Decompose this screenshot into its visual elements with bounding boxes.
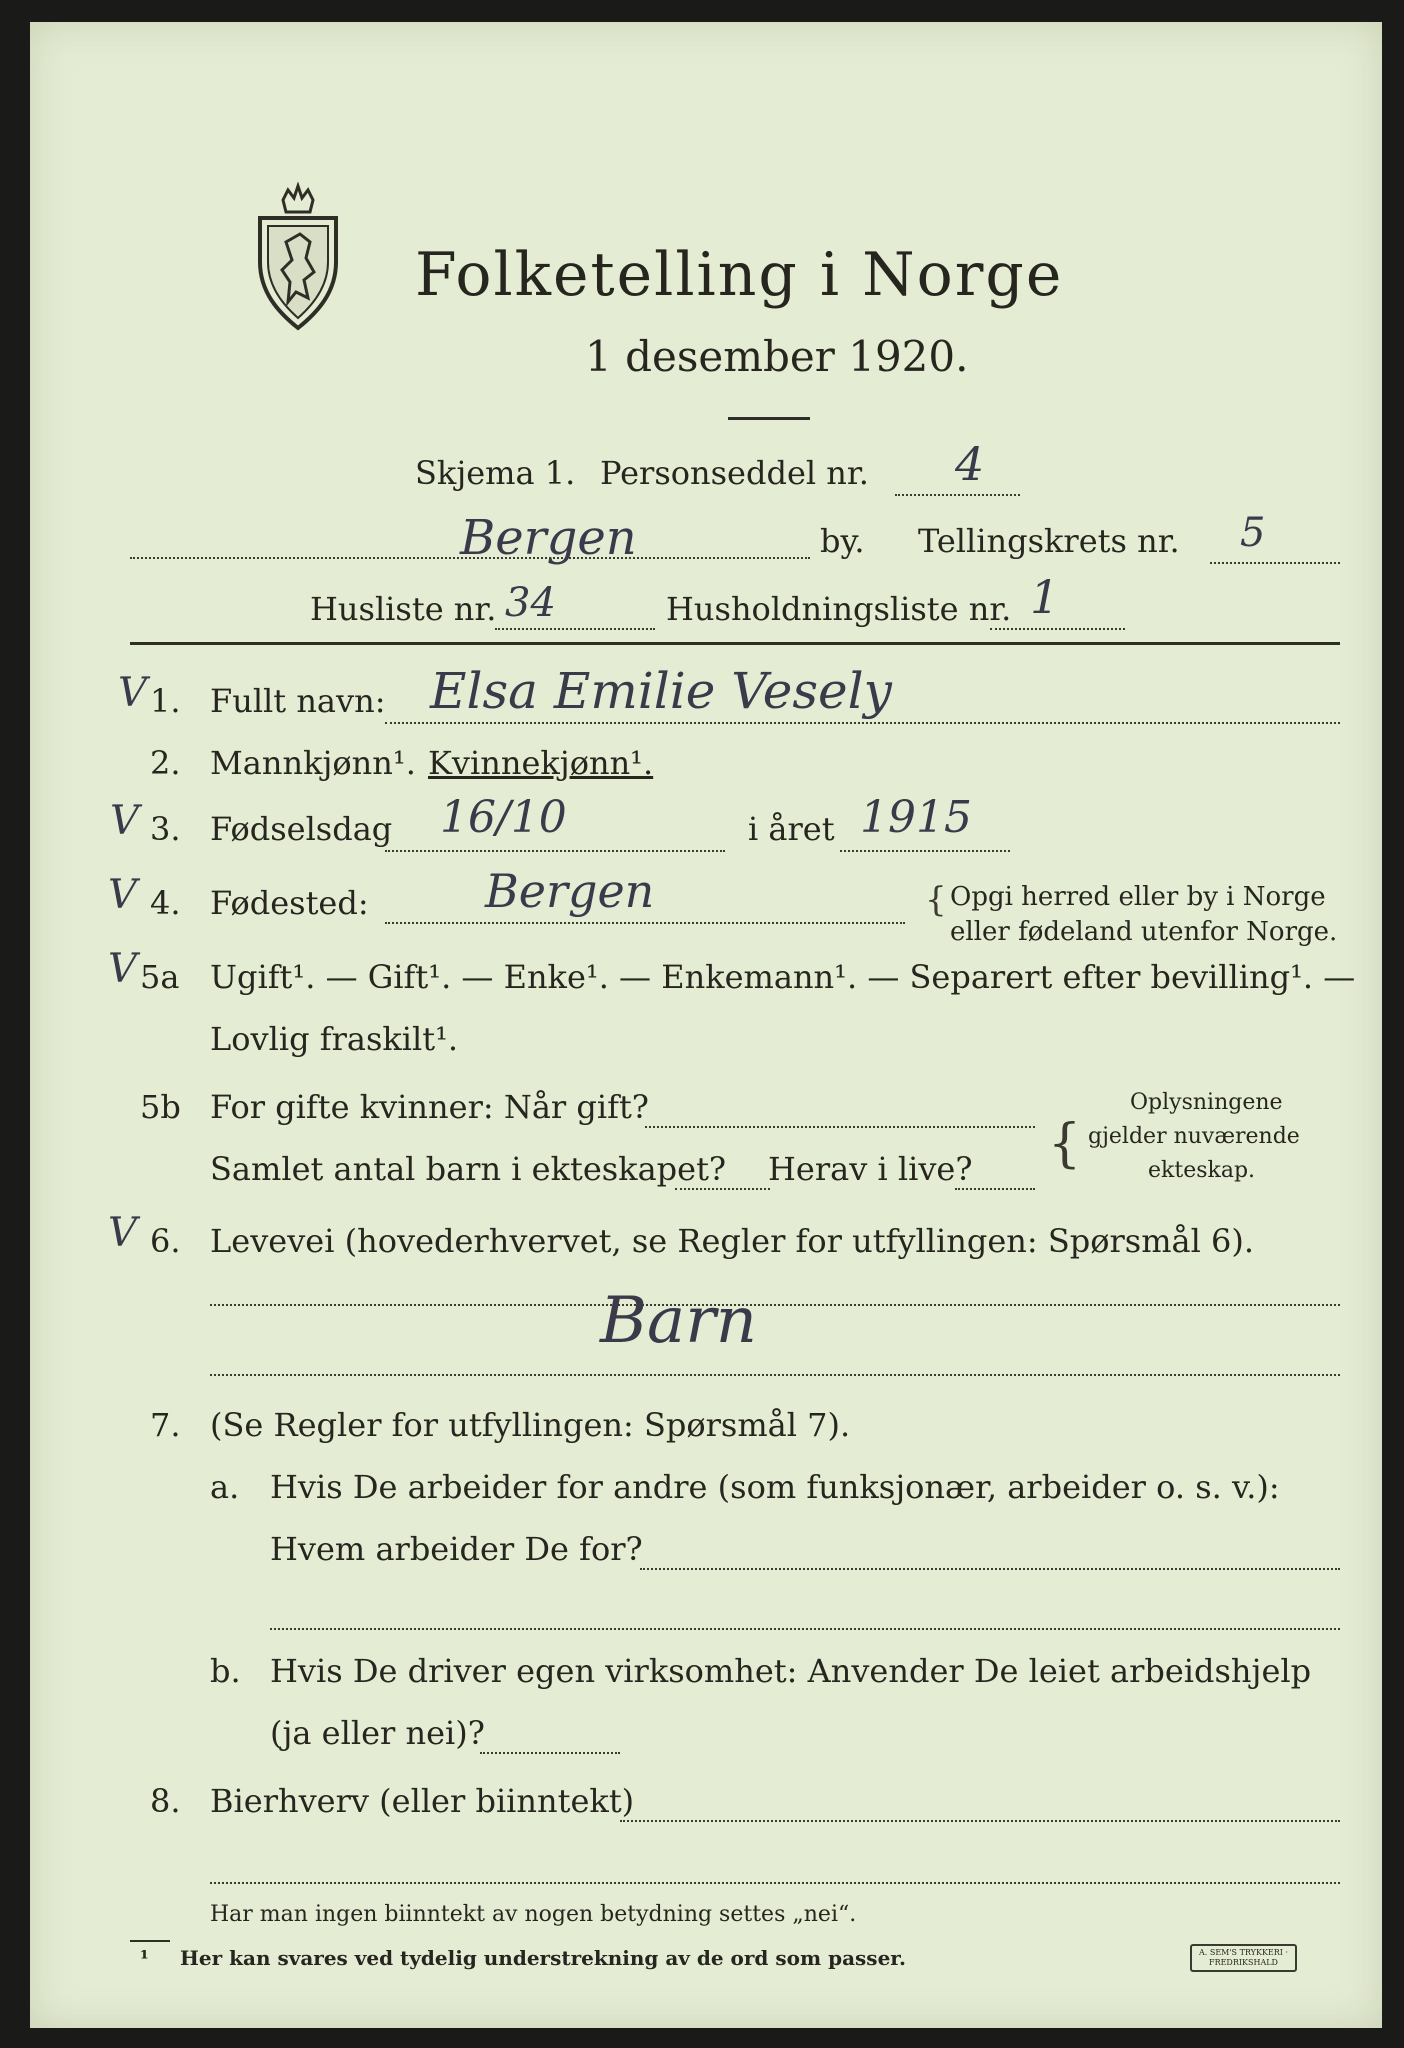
q3-year-line	[840, 850, 1010, 852]
q1-line	[385, 722, 1340, 724]
tellingskrets-value: 5	[1240, 510, 1266, 556]
census-form	[30, 22, 1382, 2028]
q7a-line1: Hvis De arbeider for andre (som funksjonær, arbeider o. s. v.):	[270, 1468, 1280, 1506]
q5b-barn-line	[675, 1188, 770, 1190]
q5b-nar-gift-line	[645, 1126, 1035, 1128]
q8-line2	[210, 1882, 1340, 1884]
q7a-letter: a.	[210, 1468, 240, 1506]
q7-number: 7.	[150, 1406, 181, 1444]
q4-line	[385, 922, 905, 924]
q2-kvinnekjonn: Kvinnekjønn¹.	[428, 744, 654, 782]
q4-number: 4.	[150, 884, 181, 922]
q5a-line2: Lovlig fraskilt¹.	[210, 1020, 459, 1058]
q5a-check-mark: V	[108, 946, 137, 992]
q5a-number: 5a	[140, 958, 180, 996]
form-title: Folketelling i Norge	[415, 240, 1064, 310]
q7a-answer-line	[640, 1568, 1340, 1570]
footnote-text: Her kan svares ved tydelig understrekning av de ord som passer.	[180, 1946, 906, 1970]
q4-brace: {	[925, 880, 947, 920]
q3-date-line	[385, 850, 725, 852]
title-rule	[728, 417, 810, 420]
husholdningsliste-label: Husholdningsliste nr.	[666, 590, 1012, 628]
q3-year-value: 1915	[860, 792, 972, 843]
tellingskrets-line	[1210, 562, 1340, 564]
q7-text: (Se Regler for utfyllingen: Spørsmål 7).	[210, 1406, 851, 1444]
q3-label: Fødselsdag	[210, 810, 393, 848]
husliste-line	[495, 628, 655, 630]
q7a-answer-line2	[270, 1628, 1340, 1630]
footer-note: Har man ingen biinntekt av nogen betydning settes „nei“.	[210, 1902, 857, 1927]
norway-coat-of-arms-icon	[248, 182, 348, 332]
q3-value: 16/10	[440, 792, 567, 843]
q5b-i-live-line	[955, 1188, 1035, 1190]
q1-number: 1.	[150, 682, 181, 720]
q3-check-mark: V	[110, 798, 139, 844]
q5b-i-live-label: Herav i live?	[768, 1150, 973, 1188]
q1-value: Elsa Emilie Vesely	[430, 662, 892, 720]
q8-number: 8.	[150, 1782, 181, 1820]
q7b-line1: Hvis De driver egen virksomhet: Anvender De leiet arbeidshjelp	[270, 1652, 1312, 1690]
q4-check-mark: V	[108, 872, 137, 918]
q6-value: Barn	[600, 1284, 757, 1358]
q8-line1	[620, 1820, 1340, 1822]
tellingskrets-label: Tellingskrets nr.	[918, 522, 1180, 560]
q7b-line2: (ja eller nei)?	[270, 1714, 485, 1752]
q5a-line1: Ugift¹. — Gift¹. — Enke¹. — Enkemann¹. — Separert efter bevilling¹. —	[210, 958, 1356, 996]
q5b-note1: Oplysningene	[1130, 1090, 1283, 1115]
q5b-line1: For gifte kvinner: Når gift?	[210, 1088, 649, 1126]
skjema-label: Skjema 1.	[415, 454, 576, 492]
q3-number: 3.	[150, 810, 181, 848]
q2-mannkjonn: Mannkjønn¹.	[210, 744, 416, 782]
printer-stamp: A. SEM'S TRYKKERI · FREDRIKSHALD	[1190, 1944, 1297, 1972]
q5b-barn-label: Samlet antal barn i ekteskapet?	[210, 1150, 727, 1188]
header-divider	[130, 642, 1340, 645]
q1-label: Fullt navn:	[210, 682, 386, 720]
q4-value: Bergen	[485, 864, 655, 918]
q6-text: Levevei (hovederhvervet, se Regler for utfyllingen: Spørsmål 6).	[210, 1222, 1255, 1260]
q5b-note3: ekteskap.	[1148, 1158, 1256, 1183]
husholdningsliste-value: 1	[1030, 570, 1060, 624]
q6-check-mark: V	[108, 1210, 137, 1256]
husliste-value: 34	[505, 580, 556, 626]
q2-number: 2.	[150, 744, 181, 782]
q6-line2	[210, 1374, 1340, 1376]
by-label: by.	[820, 522, 865, 560]
footer-divider	[130, 1940, 170, 1942]
q4-label: Fødested:	[210, 884, 369, 922]
footnote-mark: ¹	[140, 1946, 149, 1970]
form-date: 1 desember 1920.	[585, 332, 969, 381]
husliste-label: Husliste nr.	[310, 590, 497, 628]
q5b-number: 5b	[140, 1088, 181, 1126]
q5b-brace: {	[1048, 1114, 1082, 1174]
personseddel-label: Personseddel nr.	[600, 454, 869, 492]
q1-check-mark: V	[118, 670, 147, 716]
q6-number: 6.	[150, 1222, 181, 1260]
q3-year-label: i året	[748, 810, 835, 848]
q5b-note2: gjelder nuværende	[1088, 1124, 1300, 1149]
q7a-line2: Hvem arbeider De for?	[270, 1530, 643, 1568]
q4-note-line1: Opgi herred eller by i Norge	[950, 882, 1326, 912]
q6-line1	[210, 1304, 1340, 1306]
by-value: Bergen	[460, 510, 637, 566]
q7b-answer-line	[480, 1752, 620, 1754]
husholdningsliste-line	[990, 628, 1125, 630]
q7b-letter: b.	[210, 1652, 241, 1690]
q8-text: Bierhverv (eller biinntekt)	[210, 1782, 635, 1820]
q4-note-line2: eller fødeland utenfor Norge.	[950, 917, 1338, 947]
personseddel-value: 4	[955, 437, 985, 491]
personseddel-line	[895, 494, 1020, 496]
